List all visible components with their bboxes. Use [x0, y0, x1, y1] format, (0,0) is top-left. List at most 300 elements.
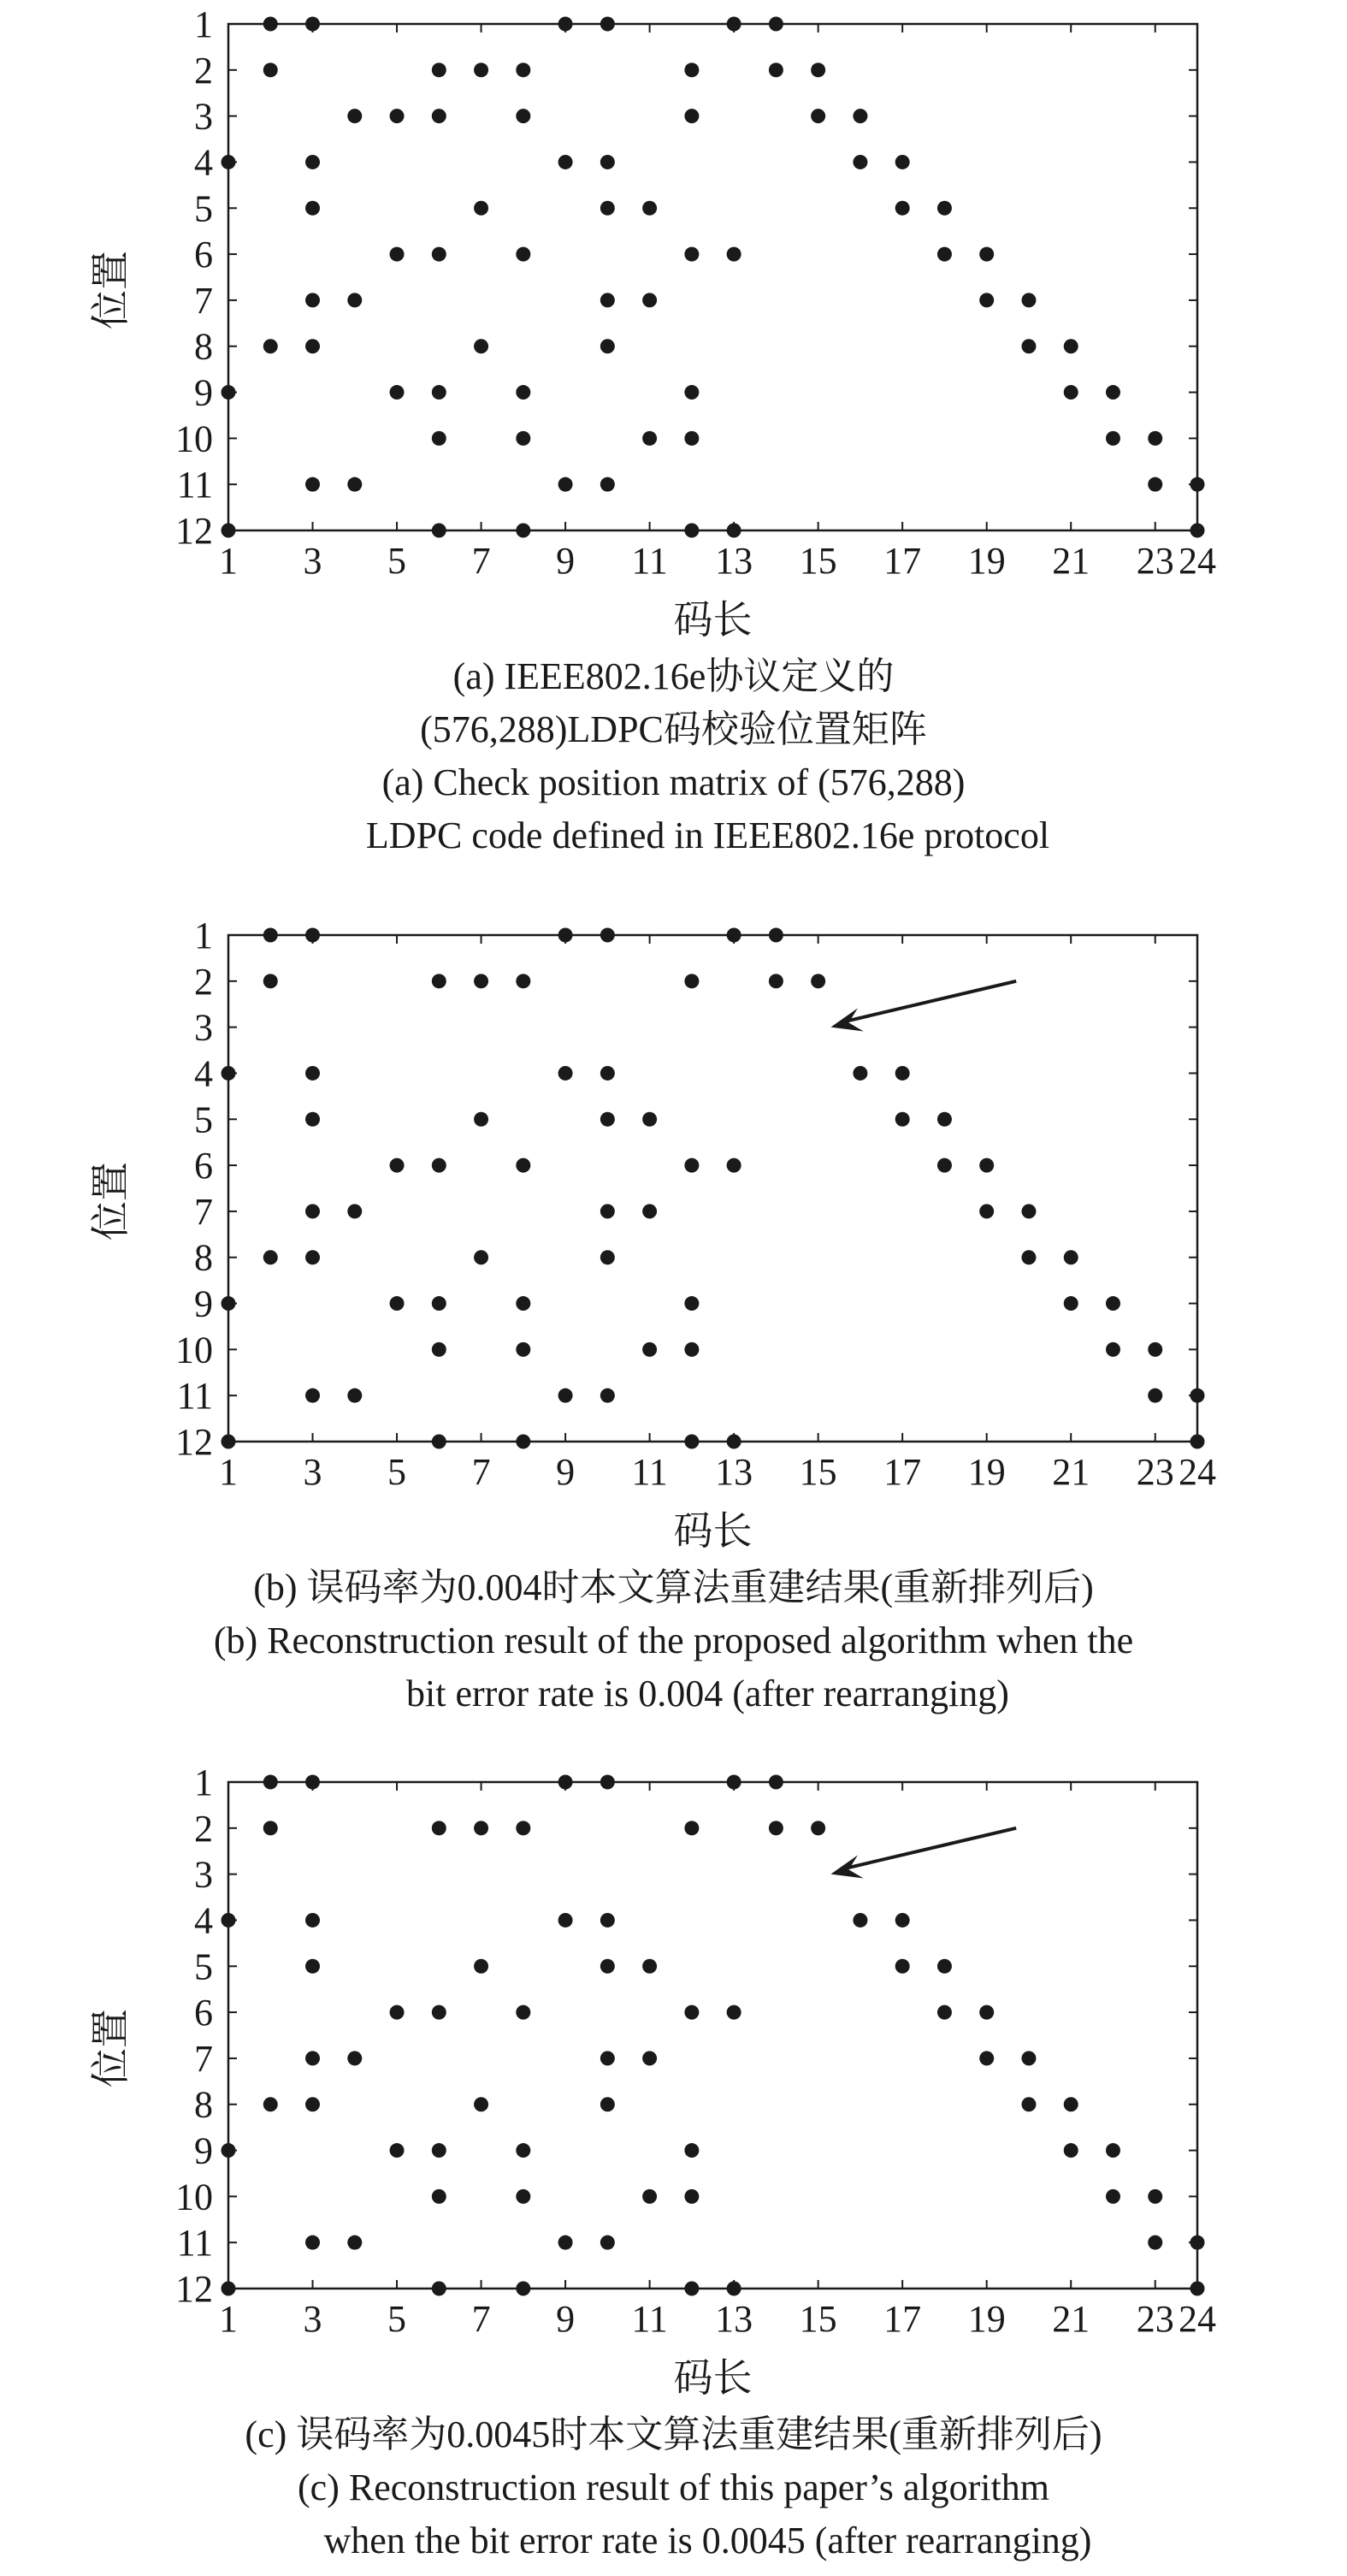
caption-a [0, 650, 1347, 862]
data-point [684, 1158, 699, 1173]
data-point [222, 1435, 236, 1449]
data-point [1148, 431, 1162, 446]
y-tick-label: 4 [194, 1899, 213, 1942]
data-point [853, 1066, 867, 1081]
data-point [727, 1435, 741, 1449]
data-point [600, 1959, 615, 1974]
y-tick-label: 10 [175, 417, 213, 460]
x-axis-label: 码长 [673, 598, 753, 642]
data-point [979, 1158, 994, 1173]
data-point [432, 385, 446, 400]
data-point [263, 17, 278, 32]
y-axis-label: 位置 [89, 1162, 133, 1241]
data-point [727, 1775, 741, 1790]
data-point [1148, 2189, 1162, 2204]
data-point [600, 477, 615, 492]
data-point [432, 1821, 446, 1835]
data-point [600, 1250, 615, 1264]
data-point [684, 431, 699, 446]
data-point [516, 385, 530, 400]
arrow-shaft [846, 981, 1016, 1022]
y-tick-label: 1 [194, 1762, 213, 1803]
data-point [263, 2097, 278, 2111]
data-point [474, 2097, 488, 2111]
caption-b-line-3: bit error rate is 0.004 (after rearranging) [406, 1673, 1009, 1714]
data-point [222, 155, 236, 169]
data-point [684, 1821, 699, 1835]
data-point [347, 2235, 362, 2250]
data-point [516, 1821, 530, 1835]
data-point [684, 1296, 699, 1311]
data-point [305, 1204, 320, 1218]
data-point [1021, 2051, 1036, 2065]
x-tick-label: 9 [556, 2298, 576, 2340]
data-point [727, 1158, 741, 1173]
data-point [222, 1913, 236, 1928]
data-point [432, 524, 446, 538]
data-point [642, 1342, 657, 1357]
data-point [474, 974, 488, 988]
data-point [979, 2005, 994, 2020]
x-axis-label: 码长 [673, 1509, 753, 1553]
x-tick-label: 9 [556, 1451, 576, 1493]
x-tick-label: 19 [967, 2298, 1006, 2340]
data-point [305, 2051, 320, 2065]
panel-c [0, 1758, 1347, 2576]
data-point [684, 2189, 699, 2204]
data-point [642, 1204, 657, 1218]
data-point [474, 1250, 488, 1264]
data-point [895, 201, 910, 216]
data-point [516, 974, 530, 988]
data-point [432, 2282, 446, 2296]
data-point [642, 1959, 657, 1974]
data-point [937, 1112, 952, 1127]
data-point [305, 1389, 320, 1403]
data-point [432, 1296, 446, 1311]
x-tick-label: 24 [1179, 1451, 1216, 1493]
data-point [811, 109, 825, 123]
y-tick-label: 4 [194, 141, 213, 184]
data-point [1064, 1296, 1078, 1311]
data-point [474, 1112, 488, 1127]
data-point [390, 385, 405, 400]
y-tick-label: 7 [194, 279, 213, 322]
data-point [1190, 477, 1205, 492]
data-point [263, 62, 278, 77]
x-tick-label: 13 [715, 540, 753, 582]
data-point [474, 201, 488, 216]
data-point [600, 17, 615, 32]
data-point [558, 1775, 573, 1790]
x-tick-label: 3 [303, 1451, 322, 1493]
x-tick-label: 1 [219, 1451, 238, 1493]
y-tick-label: 3 [194, 1006, 213, 1049]
caption-c [0, 2408, 1347, 2567]
x-tick-label: 21 [1052, 2298, 1090, 2340]
caption-a-line-2: (576,288)LDPC码校验位置矩阵 [420, 708, 927, 750]
data-point [305, 1112, 320, 1127]
y-tick-label: 6 [194, 1145, 213, 1187]
data-point [558, 1389, 573, 1403]
data-point [1064, 1250, 1078, 1264]
y-tick-label: 5 [194, 1099, 213, 1141]
data-point [390, 247, 405, 262]
data-point [769, 17, 783, 32]
x-tick-label: 24 [1179, 540, 1216, 582]
data-point [937, 2005, 952, 2020]
data-point [1106, 1342, 1120, 1357]
data-point [642, 2051, 657, 2065]
data-point [558, 2235, 573, 2250]
data-point [432, 109, 446, 123]
data-point [390, 1158, 405, 1173]
x-tick-label: 21 [1052, 540, 1090, 582]
data-point [474, 1959, 488, 1974]
caption-c-line-1: (c) 误码率为0.0045时本文算法重建结果(重新排列后) [245, 2413, 1102, 2455]
y-tick-label: 11 [176, 464, 213, 506]
data-point [347, 477, 362, 492]
x-tick-label: 7 [471, 1451, 491, 1493]
data-point [1021, 1204, 1036, 1218]
data-point [937, 247, 952, 262]
caption-a-line-4: LDPC code defined in IEEE802.16e protocol [365, 814, 1050, 856]
data-point [516, 431, 530, 446]
data-point [937, 201, 952, 216]
y-tick-label: 9 [194, 371, 213, 414]
data-point [305, 2235, 320, 2250]
y-axis-label: 位置 [89, 251, 133, 329]
x-tick-label: 5 [387, 2298, 407, 2340]
data-point [222, 1066, 236, 1081]
chart-b [0, 911, 1347, 1604]
data-point [600, 2235, 615, 2250]
data-point [390, 2005, 405, 2020]
data-point [895, 1112, 910, 1127]
data-point [1064, 385, 1078, 400]
data-point [305, 1775, 320, 1790]
data-point [1148, 1389, 1162, 1403]
data-point [727, 928, 741, 943]
data-point [263, 1775, 278, 1790]
y-tick-label: 7 [194, 1190, 213, 1233]
plot-frame [228, 24, 1197, 530]
x-tick-label: 15 [799, 540, 837, 582]
x-tick-label: 23 [1136, 2298, 1174, 2340]
y-tick-label: 9 [194, 1282, 213, 1325]
data-point [769, 1775, 783, 1790]
y-tick-label: 10 [175, 1329, 213, 1371]
arrow-shaft [846, 1828, 1016, 1868]
data-point [263, 339, 278, 353]
data-point [390, 2143, 405, 2158]
y-axis-label: 位置 [89, 2009, 133, 2087]
data-point [474, 1821, 488, 1835]
data-point [811, 974, 825, 988]
data-point [558, 17, 573, 32]
data-point [600, 1204, 615, 1218]
data-point [432, 1342, 446, 1357]
data-point [432, 2189, 446, 2204]
data-point [684, 1342, 699, 1357]
data-point [811, 62, 825, 77]
data-point [600, 1775, 615, 1790]
data-point [600, 1389, 615, 1403]
x-tick-label: 3 [303, 2298, 322, 2340]
data-point [347, 293, 362, 307]
data-point [516, 2143, 530, 2158]
x-tick-label: 9 [556, 540, 576, 582]
data-point [600, 339, 615, 353]
data-point [684, 1435, 699, 1449]
data-point [1021, 339, 1036, 353]
data-point [1148, 2235, 1162, 2250]
x-tick-label: 17 [883, 2298, 922, 2340]
data-point [1106, 1296, 1120, 1311]
data-point [769, 1821, 783, 1835]
data-point [811, 1821, 825, 1835]
y-tick-label: 9 [194, 2129, 213, 2172]
data-point [558, 928, 573, 943]
data-point [432, 247, 446, 262]
data-point [222, 1296, 236, 1311]
data-point [684, 2282, 699, 2296]
data-point [684, 247, 699, 262]
data-point [347, 109, 362, 123]
data-point [558, 477, 573, 492]
data-point [263, 1250, 278, 1264]
data-point [516, 524, 530, 538]
data-point [432, 2143, 446, 2158]
data-point [895, 155, 910, 169]
data-point [600, 1913, 615, 1928]
data-point [1106, 2143, 1120, 2158]
y-tick-label: 5 [194, 187, 213, 230]
data-point [1064, 339, 1078, 353]
data-point [727, 247, 741, 262]
caption-c-line-2: (c) Reconstruction result of this paper’s algorithm [298, 2466, 1049, 2508]
data-point [390, 109, 405, 123]
data-point [600, 2097, 615, 2111]
data-point [432, 2005, 446, 2020]
data-point [979, 1204, 994, 1218]
y-tick-label: 11 [176, 2222, 213, 2265]
y-tick-label: 3 [194, 95, 213, 138]
data-point [263, 928, 278, 943]
data-point [684, 974, 699, 988]
data-point [1021, 293, 1036, 307]
caption-c-line-3: when the bit error rate is 0.0045 (after rearranging) [323, 2520, 1092, 2561]
data-point [684, 2143, 699, 2158]
data-point [684, 2005, 699, 2020]
y-tick-label: 3 [194, 1853, 213, 1896]
data-point [853, 1913, 867, 1928]
caption-b-line-2: (b) Reconstruction result of the proposed algorithm when the [213, 1620, 1134, 1661]
y-tick-label: 2 [194, 960, 213, 1003]
data-point [895, 1913, 910, 1928]
data-point [895, 1066, 910, 1081]
y-tick-label: 6 [194, 1992, 213, 2034]
data-point [600, 155, 615, 169]
data-point [474, 62, 488, 77]
data-point [684, 62, 699, 77]
data-point [432, 62, 446, 77]
data-point [642, 293, 657, 307]
data-point [937, 1158, 952, 1173]
data-point [1190, 2235, 1205, 2250]
data-point [642, 2189, 657, 2204]
data-point [769, 928, 783, 943]
data-point [263, 974, 278, 988]
data-point [1064, 2097, 1078, 2111]
x-tick-label: 13 [715, 2298, 753, 2340]
y-tick-label: 11 [176, 1375, 213, 1418]
data-point [305, 928, 320, 943]
y-tick-label: 1 [194, 915, 213, 956]
y-tick-label: 8 [194, 1236, 213, 1279]
data-point [727, 524, 741, 538]
data-point [1106, 431, 1120, 446]
data-point [600, 1066, 615, 1081]
data-point [516, 1296, 530, 1311]
caption-a-line-1: (a) IEEE802.16e协议定义的 [452, 655, 895, 697]
data-point [263, 1821, 278, 1835]
y-tick-label: 1 [194, 3, 213, 45]
data-point [600, 1112, 615, 1127]
data-point [1021, 1250, 1036, 1264]
data-point [432, 1435, 446, 1449]
y-tick-label: 2 [194, 1807, 213, 1850]
y-tick-label: 10 [175, 2176, 213, 2218]
data-point [305, 339, 320, 353]
x-tick-label: 19 [967, 1451, 1006, 1493]
data-point [305, 201, 320, 216]
data-point [1106, 2189, 1120, 2204]
x-tick-label: 1 [219, 2298, 238, 2340]
caption-a-line-3: (a) Check position matrix of (576,288) [381, 761, 966, 803]
data-point [684, 385, 699, 400]
data-point [222, 524, 236, 538]
data-point [600, 293, 615, 307]
data-point [1064, 2143, 1078, 2158]
data-point [222, 2143, 236, 2158]
y-tick-label: 12 [175, 2268, 213, 2310]
panel-a [0, 0, 1347, 864]
data-point [305, 1959, 320, 1974]
data-point [305, 155, 320, 169]
data-point [1190, 524, 1205, 538]
data-point [979, 247, 994, 262]
data-point [516, 2189, 530, 2204]
x-tick-label: 23 [1136, 540, 1174, 582]
data-point [222, 2282, 236, 2296]
y-tick-label: 2 [194, 49, 213, 92]
data-point [516, 1158, 530, 1173]
data-point [347, 1389, 362, 1403]
data-point [684, 524, 699, 538]
plot-frame [228, 935, 1197, 1442]
data-point [1190, 1389, 1205, 1403]
data-point [516, 2282, 530, 2296]
data-point [769, 62, 783, 77]
data-point [558, 1913, 573, 1928]
data-point [305, 477, 320, 492]
data-point [1148, 477, 1162, 492]
data-point [305, 17, 320, 32]
data-point [600, 201, 615, 216]
data-point [432, 1158, 446, 1173]
x-tick-label: 21 [1052, 1451, 1090, 1493]
data-point [895, 1959, 910, 1974]
chart-c [0, 1758, 1347, 2451]
x-tick-label: 13 [715, 1451, 753, 1493]
y-tick-label: 8 [194, 2083, 213, 2126]
x-tick-label: 17 [883, 540, 922, 582]
data-point [1106, 385, 1120, 400]
x-tick-label: 11 [631, 2298, 668, 2340]
data-point [642, 1112, 657, 1127]
data-point [853, 109, 867, 123]
data-point [684, 109, 699, 123]
data-point [305, 1250, 320, 1264]
y-tick-label: 12 [175, 1421, 213, 1463]
data-point [727, 2005, 741, 2020]
data-point [1190, 1435, 1205, 1449]
x-tick-label: 3 [303, 540, 322, 582]
x-tick-label: 5 [387, 540, 407, 582]
y-tick-label: 5 [194, 1945, 213, 1988]
data-point [347, 1204, 362, 1218]
x-tick-label: 15 [799, 1451, 837, 1493]
data-point [979, 2051, 994, 2065]
x-tick-label: 24 [1179, 2298, 1216, 2340]
data-point [222, 385, 236, 400]
caption-b-line-1: (b) 误码率为0.004时本文算法重建结果(重新排列后) [253, 1566, 1094, 1608]
data-point [1021, 2097, 1036, 2111]
data-point [769, 974, 783, 988]
plot-frame [228, 1782, 1197, 2289]
data-point [1190, 2282, 1205, 2296]
data-point [432, 974, 446, 988]
data-point [516, 62, 530, 77]
data-point [642, 431, 657, 446]
x-tick-label: 5 [387, 1451, 407, 1493]
data-point [432, 431, 446, 446]
data-point [937, 1959, 952, 1974]
data-point [390, 1296, 405, 1311]
data-point [600, 2051, 615, 2065]
data-point [558, 1066, 573, 1081]
data-point [642, 201, 657, 216]
data-point [853, 155, 867, 169]
x-tick-label: 1 [219, 540, 238, 582]
y-tick-label: 8 [194, 325, 213, 368]
panel-b [0, 911, 1347, 1732]
x-axis-label: 码长 [673, 2356, 753, 2400]
x-tick-label: 19 [967, 540, 1006, 582]
y-tick-label: 7 [194, 2037, 213, 2080]
data-point [516, 247, 530, 262]
x-tick-label: 7 [471, 2298, 491, 2340]
data-point [600, 928, 615, 943]
x-tick-label: 15 [799, 2298, 837, 2340]
x-tick-label: 11 [631, 1451, 668, 1493]
data-point [305, 2097, 320, 2111]
data-point [305, 293, 320, 307]
data-point [474, 339, 488, 353]
data-point [727, 17, 741, 32]
data-point [1148, 1342, 1162, 1357]
